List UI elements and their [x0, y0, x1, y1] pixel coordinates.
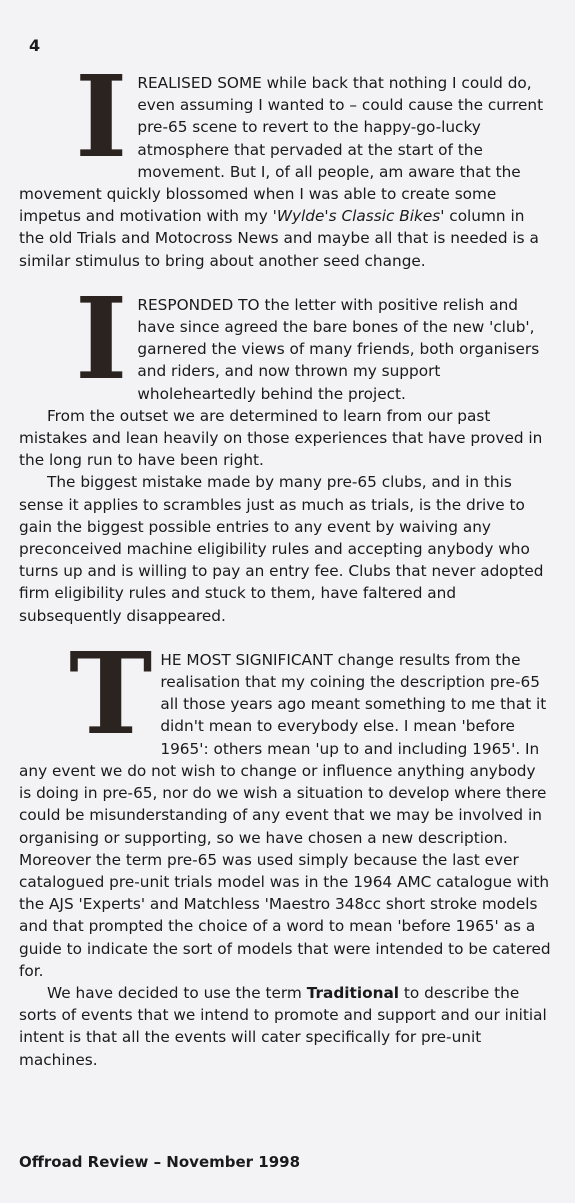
drop-cap-t: T: [69, 628, 153, 760]
page-number: 4: [29, 36, 41, 55]
paragraph-text: the letter with positive relish and have since agreed the bare bones of the new 'club', garnered the views of many friends, both organisers and riders, and now thrown my support wholeheartedly behind the project.: [137, 295, 540, 403]
source-citation: Offroad Review – November 1998: [19, 1153, 301, 1171]
paragraph-text: change results from the realisation that my coining the description pre-65 all those years ago meant something to me that it didn't mean to everybody else. I mean 'before 1965': others mean 'up to and including 1965'. In any event we do not wish to change or influence anything anybody is doing in pre-65, nor do we wish a situation to develop where there could be misunderstanding of any event that we may be involved in organising or supporting, so we have chosen a new description. Moreover the term pre-65 was used simply because the last ever catalogued pre-unit trials model was in the 1964 AMC catalogue with the AJS 'Experts' and Matchless 'Maestro 348cc short stroke models and that prompted the choice of a word to mean 'before 1965' as a guide to indicate the sort of models that were intended to be catered for.: [19, 650, 551, 980]
lead-in: HE MOST SIGNIFICANT: [160, 650, 333, 669]
paragraph-significant: [19, 628, 552, 982]
column-title: Wylde's Classic Bikes: [276, 207, 441, 226]
paragraph-text: We have decided to use the term: [47, 983, 307, 1002]
paragraph-mistake: The biggest mistake made by many pre-65 clubs, and in this sense it applies to scrambles just as much as trials, is the drive to gain the biggest possible entries to any event by waiving any preconceived machine eligibility rules and accepting anybody who turns up and is willing to pay an entry fee. Clubs that never adopted firm eligibility rules and stuck to them, have faltered and subsequently disappeared.: [19, 473, 544, 625]
term-traditional: Traditional: [306, 983, 400, 1002]
drop-cap-i: I: [75, 273, 128, 405]
paragraph-text: to describe the sorts of events that we intend to promote and support and our initial intent is that all the events will cater specifically for pre-unit machines.: [19, 983, 547, 1069]
paragraph-responded: [19, 273, 552, 405]
paragraph-intro: [19, 52, 552, 272]
paragraph-text: ' column in the old Trials and Motocross News and maybe all that is needed is a similar stimulus to bring about another seed change.: [19, 207, 539, 270]
paragraph-text: while back that nothing I could do, even assuming I wanted to – could cause the current pre-65 scene to revert to the happy-go-lucky atmosphere that pervaded at the start of the movement. But I, of all people, am aware that the movement quickly blossomed when I was able to create some impetus and motivation with my ': [19, 74, 544, 226]
lead-in: RESPONDED TO: [137, 295, 260, 314]
lead-in: REALISED SOME: [137, 74, 262, 92]
paragraph-traditional: [19, 982, 552, 1071]
article-body: [19, 52, 552, 1071]
paragraph-outset: From the outset we are determined to learn from our past mistakes and lean heavily on those experiences that have proved in the long run to have been right.: [19, 406, 543, 470]
drop-cap-i: I: [75, 52, 128, 183]
